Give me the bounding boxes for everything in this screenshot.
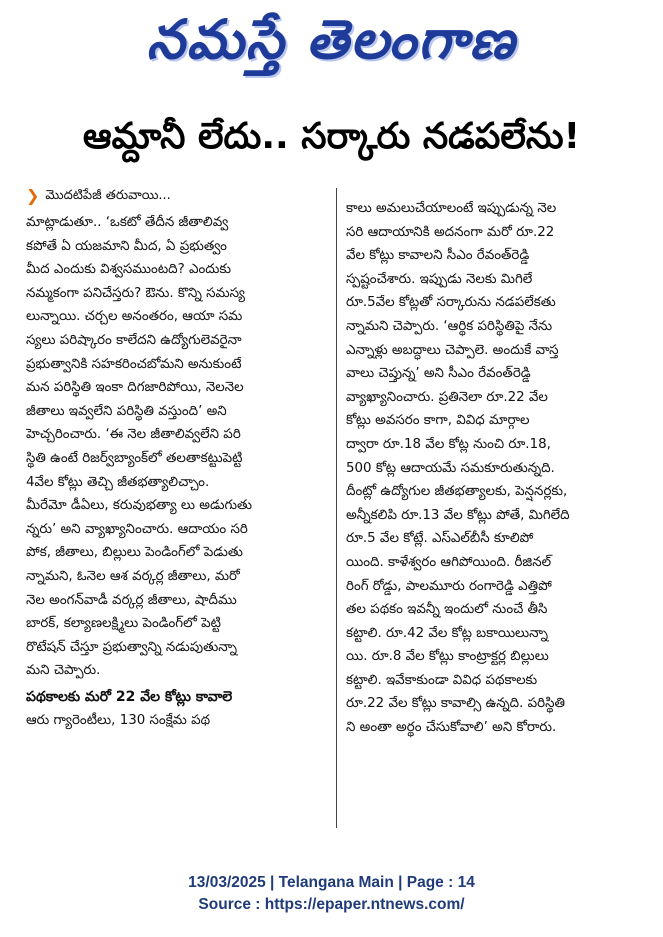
paragraph-line: కోట్లు అవసరం కాగా, వివిధ మార్గాల [346, 413, 530, 429]
newspaper-logo: నమస్తే తెలంగాణ [146, 8, 517, 71]
paragraph-line: బారక్, కల్యాణలక్ష్మిలు పెండింగ్‌లో పెట్టి [26, 616, 221, 632]
paragraph-line: హెచ్చరించారు. ‘ఈ నెల జీతాలివ్వలేని పరి [26, 427, 241, 443]
page-footer [0, 872, 663, 916]
paragraph-line: కట్టాలి. రూ.42 వేల కోట్ల బకాయిలున్నా [346, 625, 548, 641]
footer-date-edition: 13/03/2025 | Telangana Main | Page : 14 [188, 874, 475, 891]
paragraph-line: మన పరిస్థితి ఇంకా దిగజారిపోయి, నెలనెల [26, 380, 244, 396]
paragraph-line: యింది. కాళేశ్వరం ఆగిపోయింది. రీజినల్ [346, 554, 552, 570]
paragraph-line: 4వేల కోట్లు తెచ్చి జీతభత్యాలిచ్చాం. [26, 474, 210, 490]
paragraph-line: 500 కోట్ల ఆదాయమే సమకూరుతున్నది. [346, 460, 555, 476]
paragraph-line: యి. రూ.8 వేల కోట్లు కాంట్రాక్టర్ల బిల్లులు [346, 649, 549, 665]
paragraph-line: నెల అంగన్‌వాడీ వర్కర్ల జీతాలు, షాదీము [26, 592, 237, 608]
paragraph-line: ఎన్నాళ్లు అబద్ధాలు చెప్పాలె. అందుకే వాస్త [346, 342, 559, 358]
paragraph-line: స్యలు పరిష్కారం కాలేదని ఉద్యోగులెవరైనా [26, 332, 242, 348]
paragraph-line: దీంట్లో ఉద్యోగుల జీతభత్యాలకు, పెన్షనర్లకు, [346, 484, 568, 500]
paragraph-line: ప్రభుత్వానికి సహకరించబోమని అనుకుంటే [26, 356, 242, 372]
paragraph-line: రింగ్ రోడ్డు, పాలమూరు రంగారెడ్డి ఎత్తిపో [346, 578, 552, 594]
article-right-column [346, 197, 642, 740]
right-body [346, 197, 642, 740]
paragraph-line: అన్నీకలిపి రూ.13 వేల కోట్లు పోతే, మిగిలేది [346, 507, 570, 523]
paragraph-line: మీరేమో డీఏలు, కరువుభత్యా లు అడుగుతు [26, 498, 253, 514]
article-headline: ఆమ్దానీ లేదు.. సర్కారు నడపలేను! [82, 116, 581, 157]
paragraph-line: రూ.22 వేల కోట్లు కావాల్సి ఉన్నది. పరిస్థితి [346, 696, 565, 712]
paragraph-line: రూ.5వేల కోట్లతో సర్కారును నడపలేకతు [346, 295, 556, 311]
paragraph-line: కపోతే ఏ యజమాని మీద, ఏ ప్రభుత్వం [26, 238, 227, 254]
chevron-right-icon: ❯ [26, 186, 40, 206]
paragraph-line: నమ్మకంగా పనిచేస్తరు? ఔను. కొన్ని సమస్య [26, 285, 246, 301]
paragraph-line: రూ.5 వేల కోట్లే. ఎస్ఎల్‌బీసీ కూలిపో [346, 531, 534, 547]
paragraph-line: వాలు చెప్తున్న’ అని సీఎం రేవంత్‌రెడ్డి [346, 366, 531, 382]
masthead [0, 0, 663, 92]
paragraph-line: మీద ఎందుకు విశ్వసముంటది? ఎందుకు [26, 262, 232, 278]
continued-from-label [26, 185, 328, 207]
paragraph-line: జీతాలు ఇవ్వలేని పరిస్థితి వస్తుంది’ అని [26, 403, 227, 419]
paragraph-line: న్నామని, ఓనెల ఆశ వర్కర్ల జీతాలు, మరో [26, 568, 240, 584]
paragraph-line: తల పథకం ఇవన్నీ ఇందులో నుంచే తీసి [346, 602, 548, 618]
left-body [26, 211, 328, 683]
paragraph-line: న్నామని చెప్పారు. ‘ఆర్థిక పరిస్థితిపై నేను [346, 318, 553, 334]
paragraph-line: కాలు అమలుచేయాలంటే ఇప్పుడున్న నెల [346, 201, 557, 216]
paragraph-line: వ్యాఖ్యానించారు. ప్రతినెలా రూ.22 వేల [346, 389, 548, 405]
column-divider [336, 188, 337, 828]
paragraph-line: సరి ఆదాయానికి అదనంగా మరో రూ.22 [346, 224, 555, 240]
paragraph-line: న్నరు’ అని వ్యాఖ్యానించారు. ఆదాయం సరి [26, 521, 248, 537]
paragraph-line: కట్టాలి. ఇవేకాకుండా వివిధ పథకాలకు [346, 672, 538, 688]
paragraph-line: మాట్లాడుతూ.. ‘ఒకటో తేదీన జీతాలివ్వ [26, 215, 229, 230]
footer-source: Source : https://epaper.ntnews.com/ [198, 896, 465, 913]
paragraph-line: లున్నాయి. చర్చల అనంతరం, ఆయా సమ [26, 309, 243, 325]
article-subheading: పథకాలకు మరో 22 వేల కోట్లు కావాలె [26, 688, 233, 705]
paragraph-line: ఆరు గ్యారెంటీలు, 130 సంక్షేమ పథ [26, 712, 211, 728]
paragraph-line: రొటేషన్ చేస్తూ ప్రభుత్వాన్ని నడుపుతున్నా [26, 639, 238, 655]
paragraph-line: స్పష్టంచేశారు. ఇప్పుడు నెలకు మిగిలే [346, 271, 533, 287]
paragraph-line: పోక, జీతాలు, బిల్లులు పెండింగ్‌లో పెడుతు [26, 545, 243, 561]
paragraph-line: ద్వారా రూ.18 వేల కోట్ల నుంచి రూ.18, [346, 436, 551, 452]
paragraph-line: స్థితి ఉంటే రిజర్వ్‌బ్యాంక్‌లో తలతాకట్టుపెట్టి [26, 450, 243, 466]
paragraph-line: మని చెప్పారు. [26, 663, 101, 679]
continued-text: మొదటిపేజీ తరువాయి... [45, 188, 171, 204]
article-left-column [26, 185, 328, 732]
paragraph-line: ని అంతా అర్థం చేసుకోవాలి’ అని కోరారు. [346, 720, 557, 736]
paragraph-line: వేల కోట్లు కావాలని సీఎం రేవంత్‌రెడ్డి [346, 248, 530, 264]
